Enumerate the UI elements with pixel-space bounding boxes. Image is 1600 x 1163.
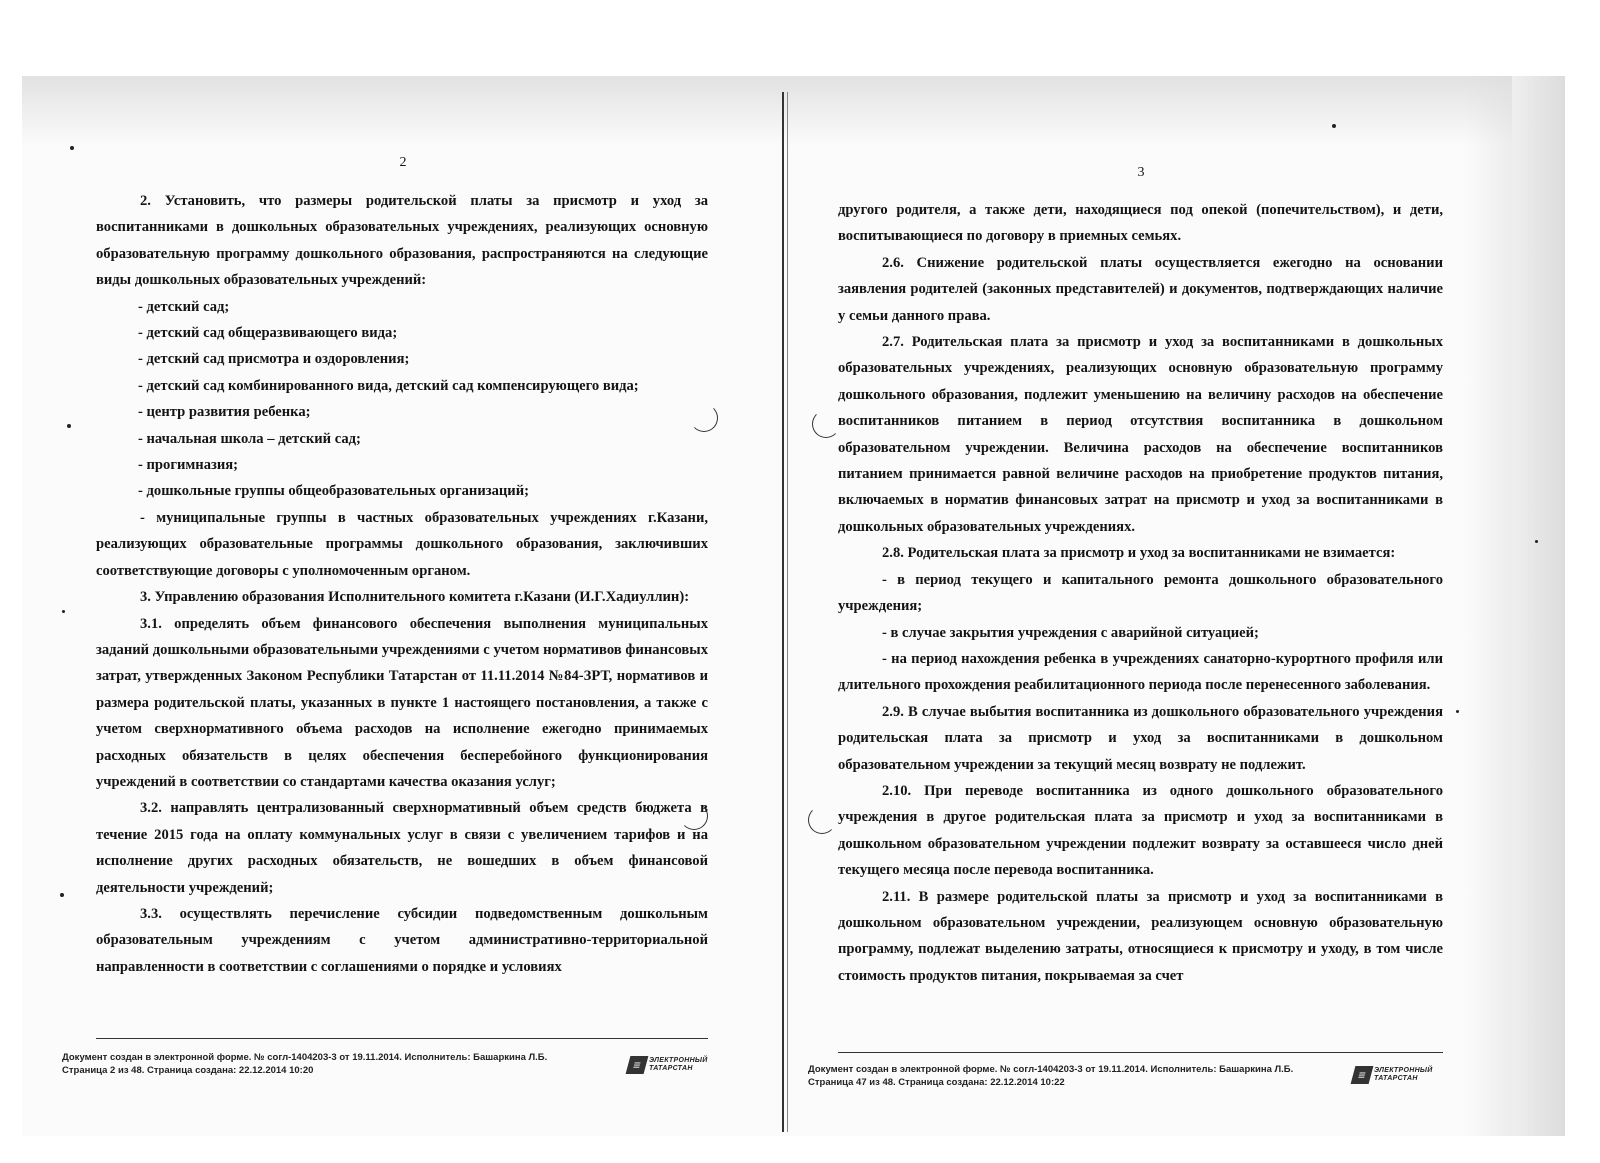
logo-text-top: ЭЛЕКТРОННЫЙ xyxy=(1374,1067,1433,1074)
footer-page-line: Страница 47 из 48. Страница создана: 22.12.2014 10:22 xyxy=(808,1077,1065,1088)
footer-meta xyxy=(62,1051,582,1077)
punch-hole-mark xyxy=(812,410,840,438)
paragraph: 2.11. В размере родительской платы за присмотр и уход за воспитанниками в дошкольном образовательном учреждении, реализующем основную образовательную программу, подлежат выделению затраты, относящиеся к присмотру и уходу, в том числе стоимость продуктов питания, покрываемая за счет xyxy=(838,888,1443,984)
paragraph: 3.3. осуществлять перечисление субсидии подведомственным дошкольным образовательным учреждениям с учетом административно-территориальной направленности в соответствии с соглашениями о порядке и условиях xyxy=(96,905,708,975)
page-number: 3 xyxy=(1137,165,1145,180)
electronic-tatarstan-logo xyxy=(1353,1063,1433,1087)
paragraph: 2. Установить, что размеры родительской платы за присмотр и уход за воспитанниками в дошкольных образовательных учреждениях, реализующих основную образовательную программу дошкольного образования, распространяются на следующие виды дошкольных образовательных учреждений: xyxy=(96,193,708,289)
list-item: - детский сад общеразвивающего вида; xyxy=(138,325,398,342)
scan-shadow-top xyxy=(22,76,1512,146)
footer-document-line: Документ создан в электронной форме. № согл-1404203-3 от 19.11.2014. Исполнитель: Башаркина Л.Б. xyxy=(62,1052,548,1063)
list-item: - в случае закрытия учреждения с аварийной ситуацией; xyxy=(882,624,1259,641)
electronic-tatarstan-logo xyxy=(628,1053,708,1077)
footer-meta xyxy=(808,1063,1328,1089)
paragraph: 2.6. Снижение родительской платы осуществляется ежегодно на основании заявления родителей (законных представителей) и документов, подтверждающих наличие у семьи данного права. xyxy=(838,254,1443,324)
paragraph: 3.2. направлять централизованный сверхнормативный объем средств бюджета в течение 2015 года на оплату коммунальных услуг в связи с увеличением тарифов и на исполнение других расходных обязательств, не вошедших в объем финансовой деятельности учреждений; xyxy=(96,800,708,896)
list-item: - детский сад комбинированного вида, детский сад компенсирующего вида; xyxy=(138,377,639,394)
list-item: - прогимназия; xyxy=(138,457,239,474)
scan-shadow-right xyxy=(1465,76,1565,1136)
punch-hole-mark xyxy=(808,806,836,834)
scan-speck xyxy=(60,893,64,897)
paragraph: 2.7. Родительская плата за присмотр и уход за воспитанниками в дошкольных образовательных учреждениях, реализующих основную образовательную программу дошкольного образования, подлежит уменьшению на величину расходов на обеспечение воспитанников питанием в период отсутствия воспитанника в дошкольном образовательном учреждении. Величина расходов на обеспечение воспитанников питанием принимается равной величине расходов на приобретение продуктов питания, включаемых в норматив финансовых затрат на присмотр и уход за воспитанниками в дошкольных образовательных учреждениях. xyxy=(838,334,1443,535)
page-footer xyxy=(62,1038,708,1076)
page-body xyxy=(838,197,1443,989)
list-item: - на период нахождения ребенка в учреждениях санаторно-курортного профиля или длительного прохождения реабилитационного периода после перенесенного заболевания. xyxy=(838,650,1443,694)
page-spine-divider xyxy=(782,92,788,1132)
paragraph: другого родителя, а также дети, находящиеся под опекой (попечительством), и дети, воспитывающиеся по договору в приемных семьях. xyxy=(838,202,1443,245)
list-item: - центр развития ребенка; xyxy=(138,404,311,421)
paragraph: 2.8. Родительская плата за присмотр и уход за воспитанниками не взимается: xyxy=(882,545,1396,562)
logo-text-top: ЭЛЕКТРОННЫЙ xyxy=(649,1057,708,1064)
list-item: - детский сад присмотра и оздоровления; xyxy=(138,351,410,368)
list-item: - детский сад; xyxy=(138,298,230,315)
paragraph: 3. Управлению образования Исполнительного комитета г.Казани (И.Г.Хадиуллин): xyxy=(140,589,690,606)
scan-speck xyxy=(62,610,65,613)
scan-speck xyxy=(70,146,74,150)
paragraph: 3.1. определять объем финансового обеспечения выполнения муниципальных заданий дошкольными образовательными учреждениями с учетом нормативов финансовых затрат, утвержденных Законом Республики Татарстан от 11.11.2014 №84-ЗРТ, нормативов и размера родительской платы, указанных в пункте 1 настоящего постановления, а также с учетом сверхнормативного объема расходов на исполнение ежегодно принимаемых расходных обязательств в целях обеспечения бесперебойного функционирования учреждений в соответствии со стандартами качества оказания услуг; xyxy=(96,615,708,790)
list-item: - начальная школа – детский сад; xyxy=(138,430,361,447)
footer-document-line: Документ создан в электронной форме. № согл-1404203-3 от 19.11.2014. Исполнитель: Башаркина Л.Б. xyxy=(808,1064,1294,1075)
paragraph: - муниципальные группы в частных образовательных учреждениях г.Казани, реализующих образовательные программы дошкольного образования, заключивших соответствующие договоры с уполномоченным органом. xyxy=(96,509,708,579)
page-footer xyxy=(808,1052,1443,1088)
page-number: 2 xyxy=(399,155,407,170)
page-body xyxy=(96,188,708,980)
scan-speck xyxy=(1535,540,1538,543)
logo-mark-icon: ≡ xyxy=(1351,1066,1374,1084)
scan-speck xyxy=(1332,124,1336,128)
logo-text-bottom: ТАТАРСТАН xyxy=(649,1065,693,1072)
logo-text-bottom: ТАТАРСТАН xyxy=(1374,1075,1418,1082)
footer-page-line: Страница 2 из 48. Страница создана: 22.12.2014 10:20 xyxy=(62,1065,314,1076)
list-item: - в период текущего и капитального ремонта дошкольного образовательного учреждения; xyxy=(838,571,1443,615)
paragraph: 2.9. В случае выбытия воспитанника из дошкольного образовательного учреждения родительская плата за присмотр и уход за воспитанниками в дошкольном образовательном учреждении за текущий месяц возврату не подлежит. xyxy=(838,703,1443,773)
scan-speck xyxy=(1456,710,1459,713)
paragraph: 2.10. При переводе воспитанника из одного дошкольного образовательного учреждения в другое родительская плата за присмотр и уход за воспитанниками в дошкольном образовательном учреждении подлежит возврату за оставшееся число дней текущего месяца после перевода воспитанника. xyxy=(838,782,1443,879)
scan-speck xyxy=(67,424,71,428)
list-item: - дошкольные группы общеобразовательных организаций; xyxy=(138,483,529,500)
logo-mark-icon: ≡ xyxy=(626,1056,649,1074)
